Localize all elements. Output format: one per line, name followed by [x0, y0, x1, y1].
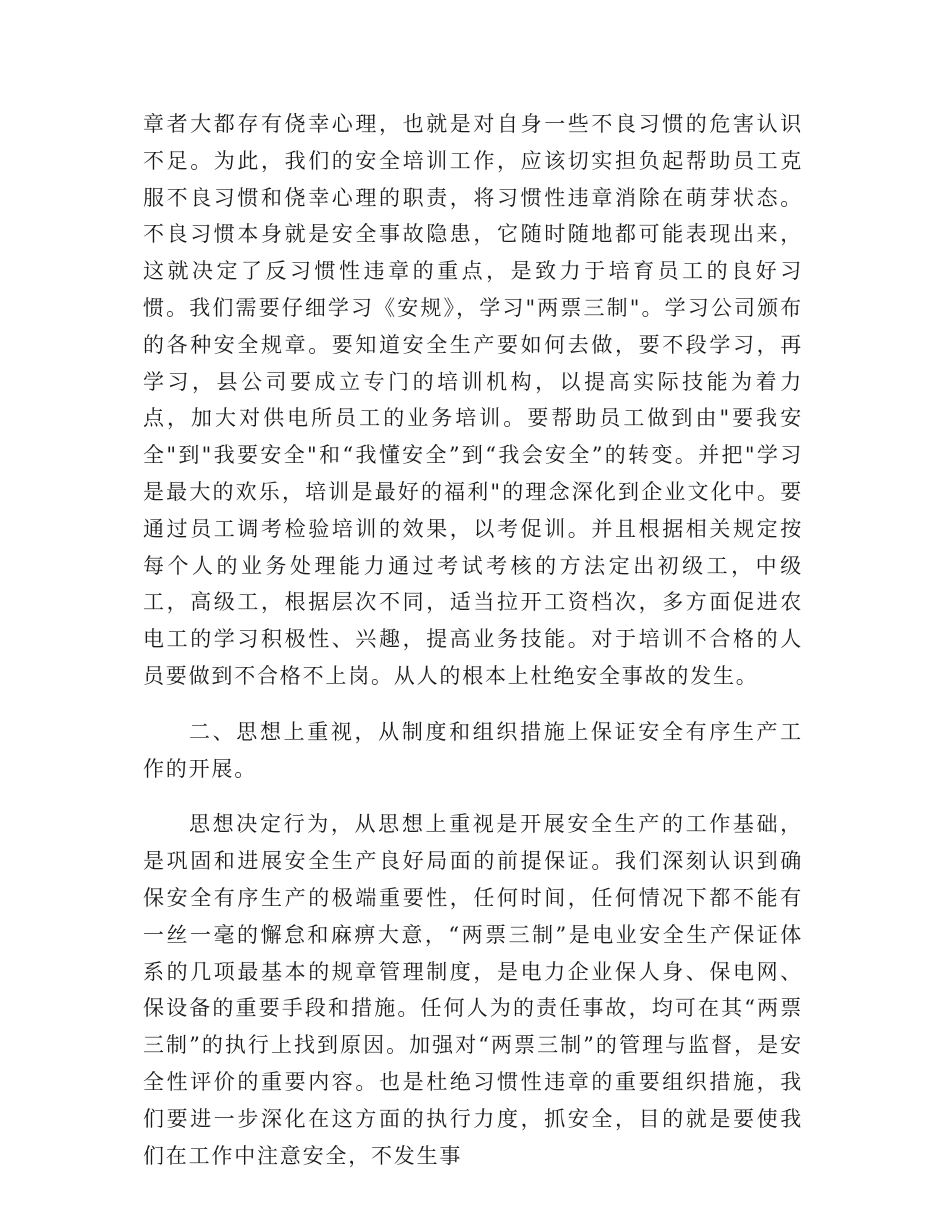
paragraph-thinking: 思想决定行为，从思想上重视是开展安全生产的工作基础，是巩固和进展安全生产良好局面的前提保证。我们深刻认识到确保安全有序生产的极端重要性，任何时间，任何情况下都不能有一丝一毫的懈怠和麻痹大意，“两票三制”是电业安全生产保证体系的几项最基本的规章管理制度，是电力企业保人身、保电网、保设备的重要手段和措施。任何人为的责任事故，均可在其“两票三制”的执行上找到原因。加强对“两票三制”的管理与监督，是安全性评价的重要内容。也是杜绝习惯性违章的重要组织措施，我们要进一步深化在这方面的执行力度，抓安全，目的就是要使我们在工作中注意安全，不发生事 [143, 812, 803, 1168]
section-heading-two: 二、思想上重视，从制度和组织措施上保证安全有序生产工作的开展。 [143, 719, 803, 781]
document-body [143, 106, 803, 1174]
paragraph-training: 章者大都存有侥幸心理，也就是对自身一些不良习惯的危害认识不足。为此，我们的安全培训工作，应该切实担负起帮助员工克服不良习惯和侥幸心理的职责，将习惯性违章消除在萌芽状态。不良习惯本身就是安全事故隐患，它随时随地都可能表现出来，这就决定了反习惯性违章的重点，是致力于培育员工的良好习惯。我们需要仔细学习《安规》，学习"两票三制"。学习公司颁布的各种安全规章。要知道安全生产要如何去做，要不段学习，再学习，县公司要成立专门的培训机构，以提高实际技能为着力点，加大对供电所员工的业务培训。要帮助员工做到由"要我安全"到"我要安全"和“我懂安全”到“我会安全”的转变。并把"学习是最大的欢乐，培训是最好的福利"的理念深化到企业文化中。要通过员工调考检验培训的效果，以考促训。并且根据相关规定按每个人的业务处理能力通过考试考核的方法定出初级工，中级工，高级工，根据层次不同，适当拉开工资档次，多方面促进农电工的学习积极性、兴趣，提高业务技能。对于培训不合格的人员要做到不合格不上岗。从人的根本上杜绝安全事故的发生。 [143, 112, 803, 688]
